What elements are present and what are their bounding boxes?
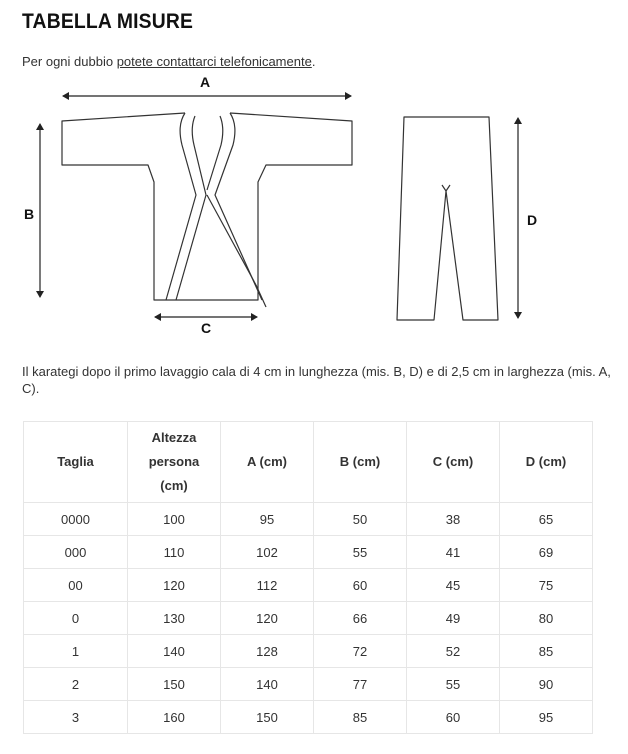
size-table bbox=[23, 421, 593, 734]
cell-d: 80 bbox=[500, 602, 593, 635]
cell-taglia: 1 bbox=[24, 635, 128, 668]
cell-altezza: 110 bbox=[128, 536, 221, 569]
label-c: C bbox=[200, 320, 212, 336]
jacket-lapel bbox=[207, 195, 256, 285]
jacket-collar-mid bbox=[176, 116, 206, 300]
table-row bbox=[24, 602, 593, 635]
dimension-arrows bbox=[40, 96, 518, 318]
cell-b: 85 bbox=[314, 701, 407, 734]
cell-c: 38 bbox=[407, 503, 500, 536]
cell-taglia: 000 bbox=[24, 536, 128, 569]
intro-suffix: . bbox=[311, 54, 316, 69]
cell-c: 52 bbox=[407, 635, 500, 668]
table-header-row bbox=[24, 422, 593, 503]
cell-altezza: 160 bbox=[128, 701, 221, 734]
table-row bbox=[24, 569, 593, 602]
jacket-drawing bbox=[62, 113, 352, 307]
cell-b: 50 bbox=[314, 503, 407, 536]
cell-d: 75 bbox=[500, 569, 593, 602]
label-b: B bbox=[23, 206, 35, 222]
cell-b: 66 bbox=[314, 602, 407, 635]
cell-d: 65 bbox=[500, 503, 593, 536]
table-row bbox=[24, 503, 593, 536]
table-row bbox=[24, 668, 593, 701]
jacket-collar-outer bbox=[166, 113, 196, 300]
cell-c: 60 bbox=[407, 701, 500, 734]
cell-c: 55 bbox=[407, 668, 500, 701]
cell-taglia: 00 bbox=[24, 569, 128, 602]
cell-a: 120 bbox=[221, 602, 314, 635]
header-taglia: Taglia bbox=[24, 422, 128, 503]
jacket-outline bbox=[62, 113, 352, 300]
cell-b: 72 bbox=[314, 635, 407, 668]
header-altezza bbox=[128, 422, 221, 503]
contact-link[interactable]: potete contattarci telefonicamente bbox=[116, 54, 312, 69]
table-row bbox=[24, 536, 593, 569]
cell-d: 85 bbox=[500, 635, 593, 668]
cell-a: 95 bbox=[221, 503, 314, 536]
cell-c: 45 bbox=[407, 569, 500, 602]
pants-outline bbox=[397, 117, 498, 320]
label-a: A bbox=[199, 74, 211, 90]
cell-d: 69 bbox=[500, 536, 593, 569]
cell-altezza: 150 bbox=[128, 668, 221, 701]
cell-taglia: 2 bbox=[24, 668, 128, 701]
header-b: B (cm) bbox=[314, 422, 407, 503]
cell-altezza: 120 bbox=[128, 569, 221, 602]
header-altezza-l2: persona bbox=[148, 454, 200, 469]
header-d: D (cm) bbox=[500, 422, 593, 503]
intro-prefix: Per ogni dubbio bbox=[22, 54, 117, 69]
karategi-diagram bbox=[0, 70, 628, 340]
header-altezza-l3: (cm) bbox=[160, 478, 188, 493]
intro-text bbox=[22, 54, 315, 69]
table-row bbox=[24, 701, 593, 734]
cell-altezza: 130 bbox=[128, 602, 221, 635]
shrink-note: Il karategi dopo il primo lavaggio cala di 4 cm in lunghezza (mis. B, D) e di 2,5 cm in larghezza (mis. A, C). bbox=[22, 364, 611, 396]
header-altezza-l1: Altezza bbox=[151, 430, 197, 445]
cell-d: 90 bbox=[500, 668, 593, 701]
pants-drawing bbox=[397, 117, 498, 320]
cell-altezza: 100 bbox=[128, 503, 221, 536]
page-title: TABELLA MISURE bbox=[22, 10, 194, 33]
table-row bbox=[24, 635, 593, 668]
cell-c: 41 bbox=[407, 536, 500, 569]
header-a: A (cm) bbox=[221, 422, 314, 503]
cell-d: 95 bbox=[500, 701, 593, 734]
cell-b: 77 bbox=[314, 668, 407, 701]
cell-b: 55 bbox=[314, 536, 407, 569]
cell-a: 102 bbox=[221, 536, 314, 569]
cell-a: 150 bbox=[221, 701, 314, 734]
cell-taglia: 0 bbox=[24, 602, 128, 635]
cell-c: 49 bbox=[407, 602, 500, 635]
pants-inseam bbox=[442, 185, 450, 191]
header-c: C (cm) bbox=[407, 422, 500, 503]
cell-a: 112 bbox=[221, 569, 314, 602]
cell-altezza: 140 bbox=[128, 635, 221, 668]
cell-taglia: 3 bbox=[24, 701, 128, 734]
cell-a: 128 bbox=[221, 635, 314, 668]
cell-b: 60 bbox=[314, 569, 407, 602]
cell-a: 140 bbox=[221, 668, 314, 701]
cell-taglia: 0000 bbox=[24, 503, 128, 536]
label-d: D bbox=[526, 212, 538, 228]
